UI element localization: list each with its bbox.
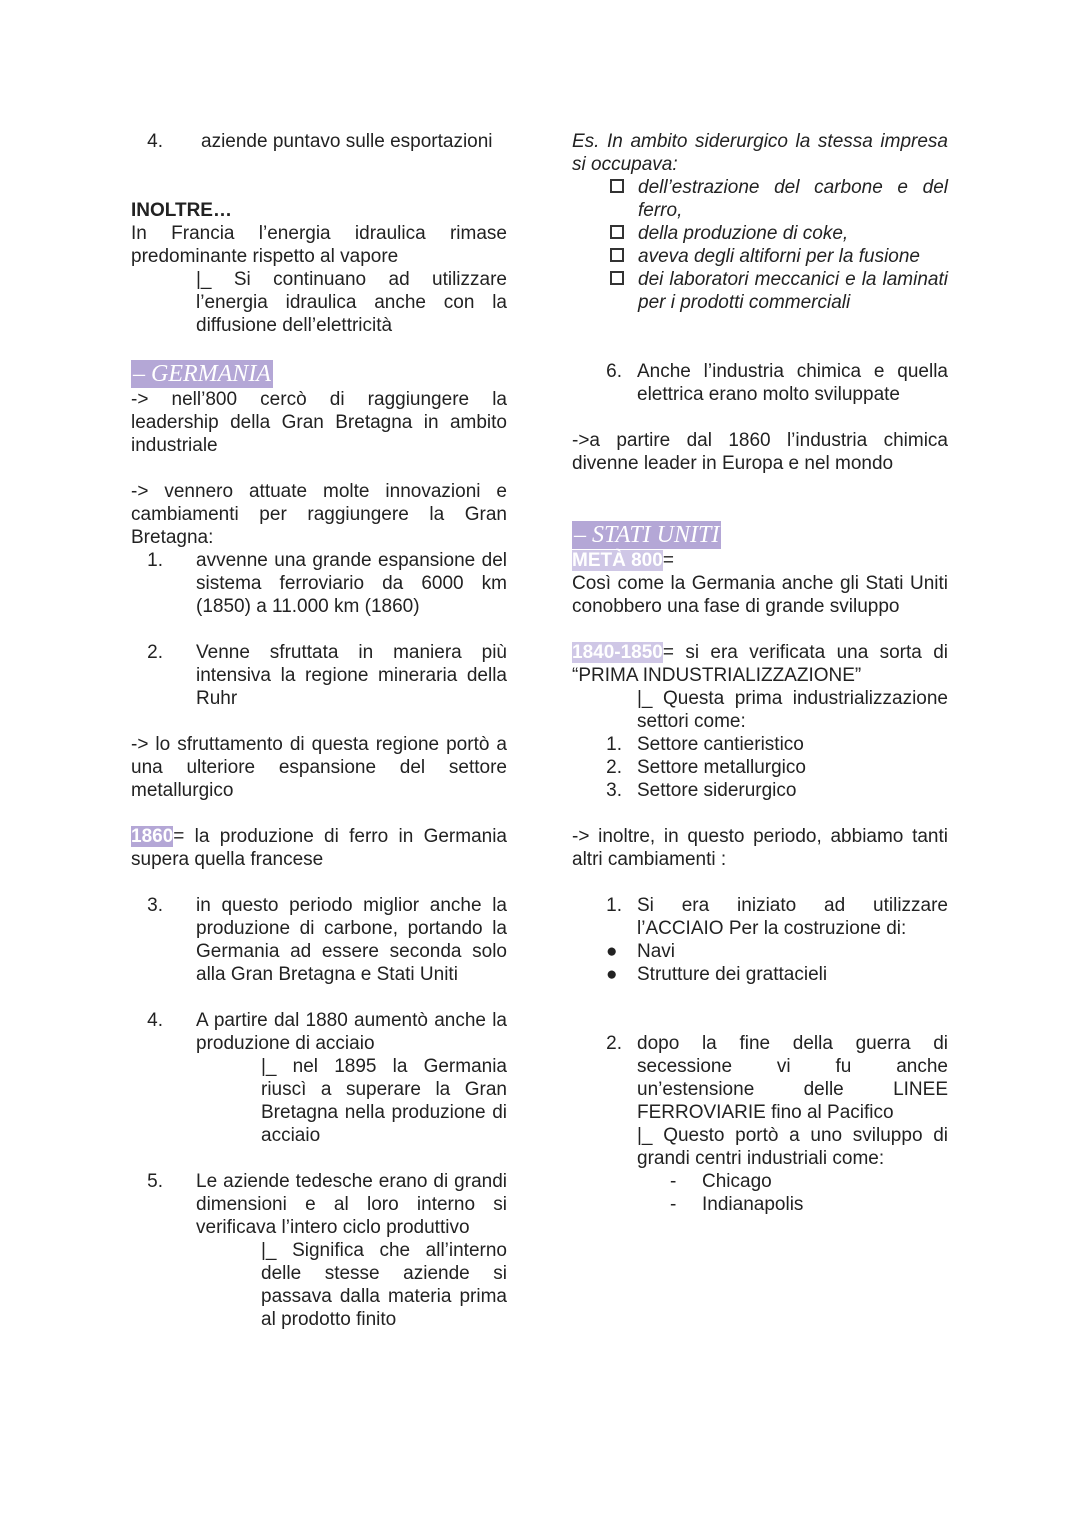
checklist-item: della produzione di coke,: [572, 222, 948, 245]
paragraph: -> lo sfruttamento di questa regione portò a una ulteriore espansione del settore metallurgico: [131, 734, 507, 801]
dash-item: - Indianapolis: [572, 1193, 948, 1216]
checkbox-icon[interactable]: [610, 248, 624, 262]
example-intro: Es. In ambito siderurgico la stessa impresa si occupava:: [572, 131, 948, 175]
paragraph: Così come la Germania anche gli Stati Uniti conobbero una fase di grande sviluppo: [572, 573, 948, 617]
sub-note: |_ Significa che all’interno delle stesse aziende si passava dalla materia prima al prodotto finito: [261, 1240, 507, 1330]
dash-icon: -: [670, 1194, 677, 1215]
list-item: 4. A partire dal 1880 aumentò anche la produzione di acciaio: [147, 1010, 507, 1054]
list-item: 6. Anche l’industria chimica e quella elettrica erano molto sviluppate: [606, 361, 948, 405]
list-item: [131, 130, 507, 153]
sub-note: |_ nel 1895 la Germania riuscì a superare la Gran Bretagna nella produzione di acciaio: [261, 1056, 507, 1146]
list-item: 5. Le aziende tedesche erano di grandi dimensioni e al loro interno si verificava l’intero ciclo produttivo: [147, 1171, 507, 1238]
bullet-icon: ●: [606, 941, 618, 962]
inoltre-heading: INOLTRE…: [131, 200, 232, 221]
paragraph: 1860= la produzione di ferro in Germania supera quella francese: [131, 826, 507, 870]
checklist-item: dei laboratori meccanici e la laminati per i prodotti commerciali: [572, 268, 948, 314]
list-item: 1. Settore cantieristico: [606, 734, 804, 755]
paragraph: 1840-1850= si era verificata una sorta di “PRIMA INDUSTRIALIZZAZIONE”: [572, 642, 948, 686]
checkbox-icon[interactable]: [610, 179, 624, 193]
left-column: [131, 130, 507, 1331]
list-item: 3. in questo periodo miglior anche la produzione di carbone, portando la Germania ad essere seconda solo alla Gran Bretagna e Stati Uniti: [147, 895, 507, 985]
paragraph: -> nell’800 cercò di raggiungere la leadership della Gran Bretagna in ambito industriale: [131, 389, 507, 456]
date-highlight: 1860: [131, 826, 174, 847]
bullet-icon: ●: [606, 964, 618, 985]
section-heading-stati-uniti: – STATI UNITI: [574, 522, 720, 548]
checkbox-icon[interactable]: [610, 271, 624, 285]
period-label: METÀ 800=: [572, 550, 674, 571]
list-item: 1. Si era iniziato ad utilizzare l’ACCIAIO Per la costruzione di:: [606, 895, 948, 939]
dash-item: - Chicago: [572, 1170, 948, 1193]
sub-note: |_ Questo portò a uno sviluppo di grandi centri industriali come:: [637, 1125, 948, 1169]
paragraph: -> inoltre, in questo periodo, abbiamo tanti altri cambiamenti :: [572, 826, 948, 870]
checkbox-icon[interactable]: [610, 225, 624, 239]
list-item: 2. dopo la fine della guerra di secessione vi fu anche un’estensione delle LINEE FERROVIARIE fino al Pacifico: [606, 1033, 948, 1123]
section-heading-germania: – GERMANIA: [133, 361, 271, 387]
list-text: aziende puntavo sulle esportazioni: [201, 131, 493, 152]
list-item: 2. Venne sfruttata in maniera più intensiva la regione mineraria della Ruhr: [147, 642, 507, 709]
list-item: 1. avvenne una grande espansione del sistema ferroviario da 6000 km (1850) a 11.000 km (1860): [147, 550, 507, 617]
list-number: 4.: [147, 131, 163, 152]
right-column: [572, 130, 948, 1216]
dash-icon: -: [670, 1171, 677, 1192]
sub-note: |_ Si continuano ad utilizzare l’energia idraulica anche con la diffusione dell’elettricità: [196, 269, 507, 336]
paragraph: ->a partire dal 1860 l’industria chimica divenne leader in Europa e nel mondo: [572, 430, 948, 474]
list-item: 2. Settore metallurgico: [606, 757, 806, 778]
paragraph: In Francia l’energia idraulica rimase predominante rispetto al vapore: [131, 223, 507, 267]
date-highlight: 1840-1850: [572, 642, 663, 663]
sub-note: |_ Questa prima industrializzazione settori come:: [637, 688, 948, 732]
checklist-item: dell’estrazione del carbone e del ferro,: [572, 176, 948, 222]
bullet-item: ● Navi: [572, 940, 948, 963]
bullet-item: ● Strutture dei grattacieli: [572, 963, 948, 986]
paragraph: -> vennero attuate molte innovazioni e cambiamenti per raggiungere la Gran Bretagna:: [131, 481, 507, 548]
list-item: 3. Settore siderurgico: [606, 780, 797, 801]
checklist-item: aveva degli altiforni per la fusione: [572, 245, 948, 268]
